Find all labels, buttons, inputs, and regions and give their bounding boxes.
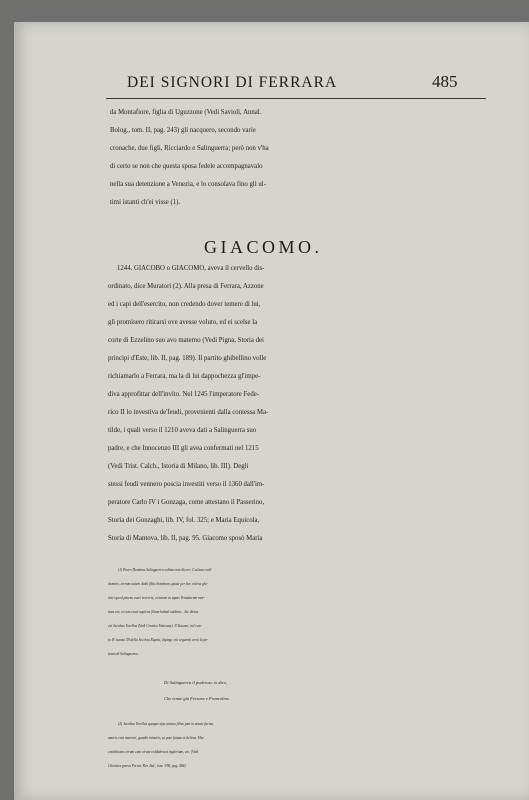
- main-line: gli promisero ritirarsi ove avesse voluto, ed ei scelse la: [108, 319, 258, 326]
- running-header: [14, 74, 529, 100]
- main-line: Storia di Mantova, lib. II, pag. 95. Giacomo sposò Maria: [108, 535, 263, 542]
- footnote-line: est Jacobus Torellus (Vedi Cronica Vaticana). Il Tassoni, nel can-: [108, 624, 202, 628]
- page-number: 485: [432, 72, 458, 91]
- main-line: 1244. GIACOBO o GIACOMO, aveva il cervello dis-: [117, 265, 265, 272]
- verse-line: Di Salinguerra il poderoso io dico,: [164, 680, 228, 685]
- footnote-line: riari quod potens esset in terris, et tamen in aquis Venatiarum mor-: [108, 596, 205, 600]
- footnote-line: to IV stanza 59 della Secchia Rapita, dipinge coi seguenti versi la po-: [108, 638, 209, 642]
- footnote-line: amicis erat maerori, gaudio inimicis, ut pote fatuus et delirus. Hae: [108, 736, 204, 740]
- intro-line: Bolog., tom. II, pag. 243) gli nacquero, secondo varie: [110, 127, 256, 134]
- main-line: ordinato, dice Muratori (2). Alla presa di Ferrara, Azzone: [108, 283, 264, 290]
- intro-line: timi istanti ch'ei visse (1).: [110, 199, 181, 206]
- header-title: DEI SIGNORI DI FERRARA: [127, 74, 338, 91]
- verse-line: Che tenne già Ferrara e Francolino.: [164, 696, 231, 701]
- main-line: peratore Carlo IV i Gonzaga, come attestano il Passerino,: [108, 499, 265, 506]
- main-line: padre, e che Innocenzo III gli avea confermati nel 1215: [108, 445, 259, 452]
- footnote-line: (2) Jacobus Torellus quoque ejus unicus filius jam in aetate factus,: [118, 722, 214, 726]
- intro-line: di certo se non che questa sposa fedele accompagnavalo: [110, 163, 263, 170]
- book-page: [14, 22, 529, 800]
- footnote-line: conditiones rerum cum virum reddiderunt inglorium, etc. (Vedi: [108, 750, 199, 754]
- footnote-line: Chronica parva Ferrar. Rer. Ital., tom. VIII, pag. 484).: [108, 764, 187, 768]
- main-line: stessi feudi vennero poscia investiti verso il 1360 dall'im-: [108, 481, 265, 488]
- section-title: GIACOMO.: [204, 237, 323, 257]
- main-line: rico II lo investiva de'feudi, provenienti dalla contessa Ma-: [108, 409, 269, 416]
- footnote-line: (1) Porro Dominus Salinguerra solitus erat dicere: Coelum coeli: [118, 568, 212, 572]
- main-line: Storia dei Gonzaghi, lib. IV, fol. 325; e Maria Equicola,: [108, 517, 260, 524]
- main-line: (Vedi Trist. Calch., Istoria di Milano, lib. III). Degli: [108, 463, 249, 470]
- main-line: principi d'Este, lib. II, pag. 189). Il partito ghibellino volle: [108, 355, 267, 362]
- footnote-line: tenza di Salinguerra;: [108, 652, 139, 656]
- main-line: tilde, i quali verso il 1210 aveva dati a Salinguerra suo: [108, 427, 257, 434]
- main-line: diva approfittar dell'invito. Nel 1245 l'imperatore Fede-: [108, 391, 259, 398]
- intro-line: cronache, due figli, Ricciardo e Salinguerra; però non v'ha: [110, 145, 269, 152]
- header-rule: [106, 98, 486, 99]
- main-line: corte di Ezzelino suo avo materno (Vedi Pigna, Storia dei: [108, 337, 264, 344]
- intro-line: nella sua detenzione a Venezia, e lo consolava fino gli ul-: [110, 181, 266, 188]
- main-line: richiamarlo a Ferrara, ma la di lui dappochezza gl'impe-: [108, 373, 261, 380]
- footnote-line: domino, terram autem dedit filiis hominum, quasi per hoc volens glo-: [108, 582, 208, 586]
- main-line: ed i capi dell'esercito, non credendo dover temere di lui,: [108, 301, 261, 308]
- intro-line: da Montafiore, figlia di Uguzzone (Vedi Savioli, Annal.: [110, 109, 262, 116]
- footnote-line: tuus est; et cum esset sapiens filium habuit stultum... hic dictus: [108, 610, 199, 614]
